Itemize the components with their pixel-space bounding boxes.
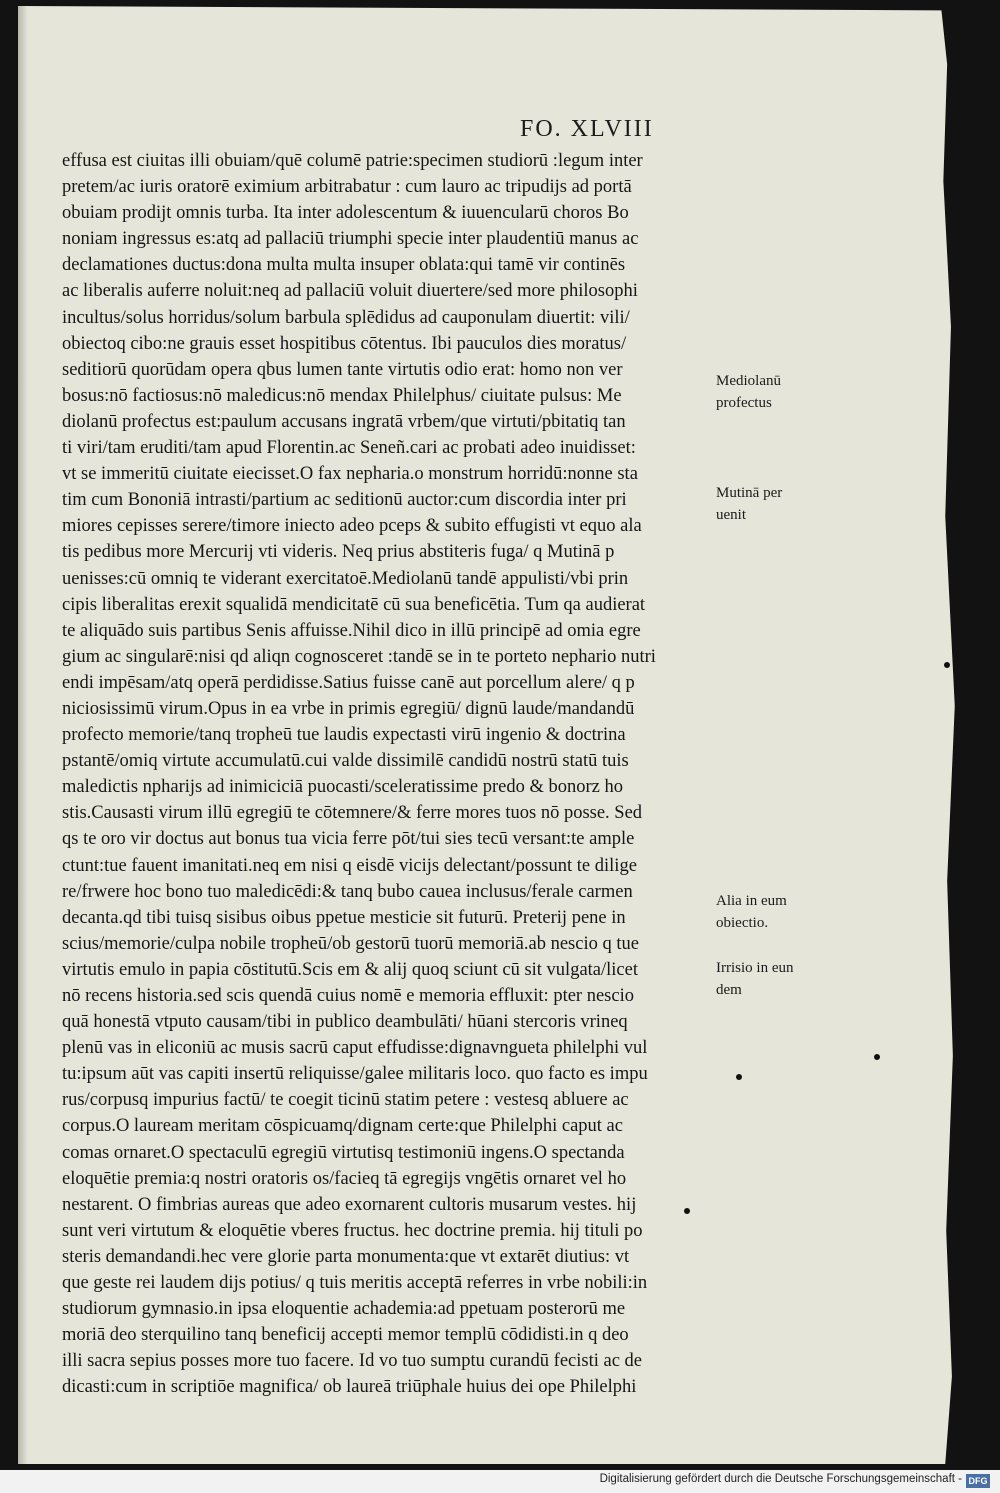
- text-line: comas ornaret.O spectaculū egregiū virtutisq testimoniū ingens.O spectanda: [62, 1142, 625, 1163]
- text-line: declamationes ductus:dona multa multa insuper oblata:qui tamē vir continēs: [62, 255, 626, 276]
- text-line: corpus.O lauream meritam cōspicuamq/dignam certe:que Philelphi caput ac: [62, 1116, 623, 1137]
- ink-speck: [736, 1074, 742, 1080]
- text-line: effusa est ciuitas illi obuiam/quē columē patrie:specimen studiorū :legum inter: [62, 151, 643, 171]
- text-line: dicasti:cum in scriptiōe magnifica/ ob laureā triūphale huius dei ope Philelphi: [62, 1377, 637, 1398]
- text-line: sunt veri virtutum & eloquētie vberes fructus. hec doctrine premia. hij tituli po: [62, 1220, 643, 1241]
- marginal-note-line: Mediolanū: [716, 373, 781, 389]
- ink-speck: [684, 1208, 690, 1214]
- marginal-note-line: dem: [716, 982, 742, 998]
- text-line: rus/corpusq impurius factū/ te coegit ticinū statim petere : vestesq abluere ac: [62, 1090, 629, 1111]
- text-line: tis pedibus more Mercurij vti videris. Neq prius abstiteris fuga/ q Mutinā p: [62, 542, 615, 563]
- footer-credit: Digitalisierung gefördert durch die Deutsche Forschungsgemeinschaft -: [599, 1473, 962, 1485]
- text-line: steris demandandi.hec vere glorie parta monumenta:que vt extarēt diutius: vt: [62, 1246, 630, 1267]
- text-line: obuiam prodijt omnis turba. Ita inter adolescentum & iuuencularū choros Bo: [62, 203, 629, 224]
- text-line: re/frwere hoc bono tuo maledicēdi:& tanq bubo cauea inclusus/ferale carmen: [62, 881, 633, 902]
- text-line: virtutis emulo in papia cōstitutū.Scis em & alij quoq sciunt cū sit vulgata/licet: [62, 959, 638, 980]
- marginal-note-line: profectus: [716, 395, 772, 411]
- text-line: plenū vas in eliconiū ac musis sacrū caput effudisse:dignavngueta philelphi vul: [62, 1038, 648, 1059]
- text-line: pstantē/omiq virtute accumulatū.cui valde dissimilē candidū nostrū statū tuis: [62, 751, 629, 772]
- text-line: nō recens historia.sed scis quendā cuius nomē e memoria effluxit: pter nescio: [62, 986, 634, 1006]
- text-line: maledictis npharijs ad inimiciciā puocasti/sceleratissime predo & bonorz ho: [62, 777, 624, 798]
- text-line: stis.Causasti virum illū egregiū te cōtemnere/& ferre mores tuos nō posse. Sed: [62, 803, 643, 824]
- marginal-note-alia: [716, 890, 826, 934]
- text-line: scius/memorie/culpa nobile tropheū/ob gestorū tuorū memoriā.ab nescio q tue: [62, 933, 639, 954]
- text-line: quā honestā vtputo causam/tibi in publico deambulāti/ hūani stercoris vrineq: [62, 1012, 628, 1033]
- text-line: nestarent. O fimbrias aureas que adeo exornarent cultoris musarum vestes. hij: [62, 1194, 637, 1215]
- text-line: niciosissimū virum.Opus in ea vrbe in primis egregiū/ dignū laude/mandandū: [62, 698, 635, 719]
- text-line: decanta.qd tibi tuisq sisibus oibus ppetue mesticie sit futurū. Preterij pene in: [62, 907, 626, 928]
- text-line: uenisses:cū omniq te viderant exercitatoē.Mediolanū tandē appulisti/vbi prin: [62, 568, 629, 589]
- text-line: obiectoq cibo:ne grauis esset hospitibus cōtentus. Ibi pauculos dies moratus/: [62, 333, 627, 354]
- text-line: studiorum gymnasio.in ipsa eloquentie achademia:ad ppetuam posterorū me: [62, 1299, 626, 1320]
- ink-speck: [874, 1054, 880, 1060]
- folio-number: FO. XLVIII: [520, 116, 654, 142]
- text-line: seditiorū quorūdam opera qbus lumen tante virtutis odio erat: homo non ver: [62, 359, 623, 380]
- text-line: tu:ipsum aūt vas capiti insertū reliquisse/galee militaris loco. quo facto es impu: [62, 1064, 648, 1085]
- marginal-note-irrisio: [716, 957, 826, 1001]
- text-line: que geste rei laudem dijs potius/ q tuis meritis acceptā referres in vrbe nobili:in: [62, 1273, 648, 1294]
- marginal-note-line: Mutinā per: [716, 485, 783, 501]
- text-line: incultus/solus horridus/solum barbula splēdidus ad cauponulam diuertit: vili/: [62, 307, 630, 328]
- page-gutter-shadow: [18, 6, 28, 1464]
- text-line: miores cepisses serere/timore iniecto adeo pceps & subito effugisti vt equo ala: [62, 516, 642, 537]
- text-line: pretem/ac iuris oratorē eximium arbitrabatur : cum lauro ac tripudijs ad portā: [62, 177, 632, 198]
- text-line: ti viri/tam eruditi/tam apud Florentin.ac Seneñ.cari ac probati adeo inuidisset:: [62, 438, 636, 459]
- text-line: profecto memorie/tanq tropheū tue laudis expectasti virū ingenio & doctrina: [62, 725, 626, 746]
- ink-speck: [944, 662, 950, 668]
- text-line: endi impēsam/atq operā perdidisse.Satius fuisse canē aut porcellum alere/ q p: [62, 672, 635, 693]
- text-line: gium ac singularē:nisi qd aliqn cognosceret :tandē se in te porteto nephario nutri: [62, 646, 656, 667]
- text-line: noniam ingressus es:atq ad pallaciū triumphi specie inter plaudentiū manus ac: [62, 229, 639, 250]
- dfg-logo: DFG: [966, 1474, 990, 1488]
- text-line: cipis liberalitas erexit squalidā mendicitatē cū sua beneficētia. Tum qa audierat: [62, 594, 646, 615]
- text-line: diolanū profectus est:paulum accusans ingratā vrbem/que virtuti/pbitatiq tan: [62, 411, 626, 432]
- marginal-note-mediolanum: [716, 370, 826, 414]
- marginal-note-mutina: [716, 482, 826, 526]
- marginal-note-line: uenit: [716, 507, 746, 523]
- text-line: qs te oro vir doctus aut bonus tua vicia ferre pōt/tui sies tecū versant:te ample: [62, 829, 635, 850]
- marginal-note-line: Alia in eum: [716, 893, 787, 909]
- text-line: ctunt:tue fauent imanitati.neq em nisi q eisdē vicijs delectant/possunt te dilige: [62, 855, 637, 876]
- main-text-block: [62, 148, 712, 1401]
- text-line: eloquētie premia:q nostri oratoris os/facieq tā egregijs vngētis ornaret vel ho: [62, 1168, 627, 1189]
- text-line: illi sacra sepius posses more tuo facere. Id vo tuo sumptu curandū fecisti ac de: [62, 1351, 643, 1372]
- digitization-footer: [0, 1470, 1000, 1493]
- marginal-note-line: Irrisio in eun: [716, 960, 794, 976]
- text-line: tim cum Bononiā intrasti/partium ac seditionū auctor:cum discordia inter pri: [62, 490, 627, 511]
- text-line: bosus:nō factiosus:nō maledicus:nō mendax Philelphus/ ciuitate pulsus: Me: [62, 385, 622, 406]
- text-line: ac liberalis auferre noluit:neq ad pallaciū voluit diuertere/sed more philosophi: [62, 281, 638, 302]
- text-line: moriā deo sterquilino tanq beneficij accepti memor templū cōdidisti.in q deo: [62, 1325, 629, 1346]
- text-line: te aliquādo suis partibus Senis affuisse.Nihil dico in illū principē ad omia egre: [62, 620, 641, 641]
- marginal-note-line: obiectio.: [716, 915, 769, 931]
- text-line: vt se immeritū ciuitate eiecisset.O fax nepharia.o monstrum horridū:nonne sta: [62, 464, 638, 485]
